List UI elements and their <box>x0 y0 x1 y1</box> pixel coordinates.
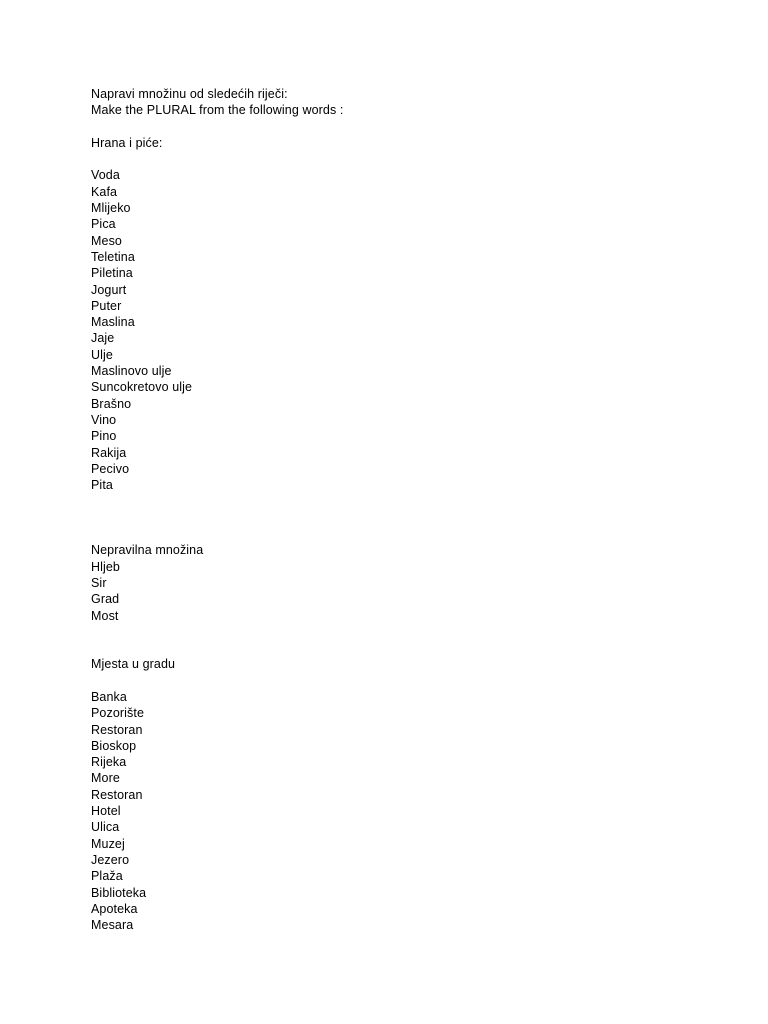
list-item: Pica <box>91 217 116 232</box>
list-item: Teletina <box>91 249 135 264</box>
places-word-list <box>91 689 691 933</box>
list-item: Maslina <box>91 315 135 330</box>
list-item: Pino <box>91 429 117 444</box>
list-item: Restoran <box>91 722 143 737</box>
list-item: Rakija <box>91 445 127 460</box>
list-item: Jogurt <box>91 282 127 297</box>
instruction-english: Make the PLURAL from the following words : <box>91 103 344 118</box>
spacer <box>91 624 691 657</box>
list-item: Meso <box>91 233 122 248</box>
list-item: Banka <box>91 689 127 704</box>
instruction-local: Napravi množinu od sledećih riječi: <box>91 87 288 101</box>
list-item: Rijeka <box>91 755 127 770</box>
document-content <box>91 86 691 933</box>
list-item: Puter <box>91 298 122 313</box>
spacer <box>91 493 691 542</box>
list-item: Plaža <box>91 869 123 884</box>
list-item: Jaje <box>91 331 115 346</box>
list-item: Brašno <box>91 396 132 411</box>
list-item: More <box>91 771 120 786</box>
list-item: Muzej <box>91 836 125 851</box>
list-item: Grad <box>91 592 120 607</box>
list-item: Piletina <box>91 266 133 281</box>
list-item: Vino <box>91 412 117 427</box>
list-item: Restoran <box>91 787 143 802</box>
list-item: Bioskop <box>91 738 137 753</box>
list-item: Hotel <box>91 804 121 819</box>
list-item: Hljeb <box>91 559 120 574</box>
list-item: Biblioteka <box>91 885 147 900</box>
list-item: Sir <box>91 575 107 590</box>
spacer <box>91 673 691 689</box>
list-item: Voda <box>91 168 120 183</box>
spacer <box>91 151 691 167</box>
list-item: Ulje <box>91 347 113 362</box>
list-item: Mlijeko <box>91 201 131 216</box>
list-item: Jezero <box>91 852 130 867</box>
list-item: Pozorište <box>91 706 145 721</box>
list-item: Maslinovo ulje <box>91 364 172 379</box>
section-food-title: Hrana i piće: <box>91 135 163 150</box>
spacer <box>91 119 691 135</box>
section-irregular-title: Nepravilna množina <box>91 543 204 558</box>
list-item: Suncokretovo ulje <box>91 380 193 395</box>
food-word-list <box>91 167 691 493</box>
list-item: Mesara <box>91 918 134 933</box>
list-item: Pecivo <box>91 461 130 476</box>
list-item: Most <box>91 608 119 623</box>
section-places-title: Mjesta u gradu <box>91 657 176 672</box>
list-item: Kafa <box>91 184 118 199</box>
list-item: Apoteka <box>91 901 138 916</box>
irregular-word-list <box>91 559 691 624</box>
list-item: Pita <box>91 478 113 493</box>
list-item: Ulica <box>91 820 120 835</box>
